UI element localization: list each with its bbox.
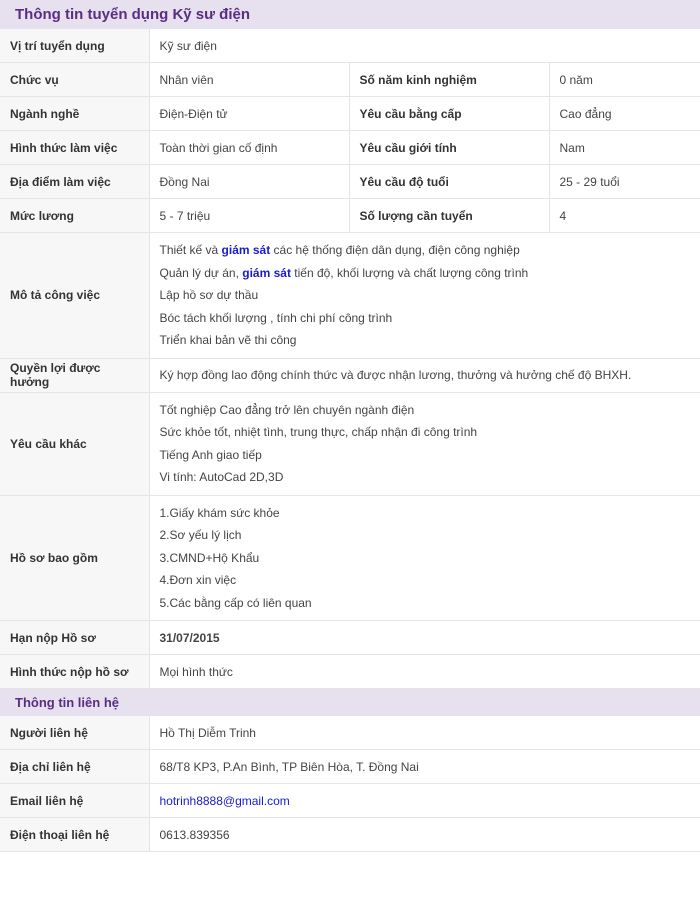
location-value: Đồng Nai <box>149 165 349 199</box>
position-label: Vị trí tuyển dụng <box>0 29 149 63</box>
table-row <box>0 233 700 359</box>
industry-value: Điện-Điện tử <box>149 97 349 131</box>
table-row <box>0 655 700 689</box>
requirement-line: Tốt nghiệp Cao đẳng trở lên chuyên ngành điện <box>159 402 415 417</box>
description-label: Mô tả công việc <box>0 233 149 359</box>
table-row <box>0 784 700 818</box>
table-row <box>0 97 700 131</box>
submit-method-label: Hình thức nộp hồ sơ <box>0 655 149 689</box>
industry-label: Ngành nghề <box>0 97 149 131</box>
table-row <box>0 358 700 392</box>
requirement-line: Vi tính: AutoCad 2D,3D <box>159 470 284 484</box>
keyword-highlight[interactable]: giám sát <box>242 265 291 280</box>
documents-label: Hồ sơ bao gồm <box>0 495 149 621</box>
document-line: 4.Đơn xin việc <box>159 573 237 587</box>
table-row <box>0 29 700 63</box>
position-value: Kỹ sư điện <box>149 29 700 63</box>
document-line: 5.Các bằng cấp có liên quan <box>159 595 312 610</box>
requirement-line: Sức khỏe tốt, nhiệt tình, trung thực, chấp nhận đi công trình <box>159 425 478 439</box>
requirement-line: Tiếng Anh giao tiếp <box>159 447 262 462</box>
table-row <box>0 199 700 233</box>
location-label: Địa điểm làm việc <box>0 165 149 199</box>
contact-email-label: Email liên hệ <box>0 784 149 818</box>
contact-address-value: 68/T8 KP3, P.An Bình, TP Biên Hòa, T. Đồng Nai <box>149 750 700 784</box>
gender-value: Nam <box>549 131 700 165</box>
description-line: Thiết kế và giám sát các hệ thống điện dân dụng, điện công nghiệp <box>159 243 520 257</box>
other-requirements-value <box>149 392 700 495</box>
description-line: Quản lý dự án, giám sát tiến độ, khối lượng và chất lượng công trình <box>159 265 529 280</box>
age-label: Yêu cầu độ tuổi <box>349 165 549 199</box>
contact-section-title: Thông tin liên hệ <box>0 689 700 716</box>
deadline-value: 31/07/2015 <box>149 621 700 655</box>
contact-phone-value: 0613.839356 <box>149 818 700 852</box>
document-line: 3.CMND+Hộ Khẩu <box>159 550 260 565</box>
documents-value <box>149 495 700 621</box>
worktype-label: Hình thức làm việc <box>0 131 149 165</box>
contact-email-link[interactable]: hotrinh8888@gmail.com <box>159 793 290 808</box>
keyword-highlight[interactable]: giám sát <box>221 243 271 257</box>
benefits-value: Ký hợp đồng lao động chính thức và được nhận lương, thưởng và hưởng chế độ BHXH. <box>149 358 700 392</box>
experience-label: Số năm kinh nghiệm <box>349 63 549 97</box>
gender-label: Yêu cầu giới tính <box>349 131 549 165</box>
submit-method-value: Mọi hình thức <box>149 655 700 689</box>
contact-phone-label: Điện thoại liên hệ <box>0 818 149 852</box>
description-value <box>149 233 700 359</box>
table-row <box>0 165 700 199</box>
table-row <box>0 818 700 852</box>
age-value: 25 - 29 tuổi <box>549 165 700 199</box>
degree-value: Cao đẳng <box>549 97 700 131</box>
description-line: Lập hồ sơ dự thầu <box>159 288 259 302</box>
salary-label: Mức lương <box>0 199 149 233</box>
table-row <box>0 131 700 165</box>
headcount-value: 4 <box>549 199 700 233</box>
contact-table <box>0 716 700 852</box>
table-row <box>0 392 700 495</box>
contact-address-label: Địa chỉ liên hệ <box>0 750 149 784</box>
contact-email-cell <box>149 784 700 818</box>
worktype-value: Toàn thời gian cố định <box>149 131 349 165</box>
description-line: Bóc tách khối lượng , tính chi phí công trình <box>159 310 393 325</box>
table-row <box>0 495 700 621</box>
other-requirements-label: Yêu cầu khác <box>0 392 149 495</box>
role-label: Chức vụ <box>0 63 149 97</box>
document-line: 1.Giấy khám sức khỏe <box>159 505 280 520</box>
experience-value: 0 năm <box>549 63 700 97</box>
job-details-table <box>0 29 700 689</box>
benefits-label: Quyền lợi được hưởng <box>0 358 149 392</box>
degree-label: Yêu cầu bằng cấp <box>349 97 549 131</box>
table-row <box>0 621 700 655</box>
role-value: Nhân viên <box>149 63 349 97</box>
contact-person-value: Hồ Thị Diễm Trinh <box>149 716 700 750</box>
headcount-label: Số lượng cần tuyển <box>349 199 549 233</box>
contact-person-label: Người liên hệ <box>0 716 149 750</box>
table-row <box>0 716 700 750</box>
description-line: Triển khai bản vẽ thi công <box>159 333 297 347</box>
page-title: Thông tin tuyển dụng Kỹ sư điện <box>0 0 700 29</box>
deadline-label: Hạn nộp Hồ sơ <box>0 621 149 655</box>
document-line: 2.Sơ yếu lý lịch <box>159 528 242 542</box>
table-row <box>0 750 700 784</box>
table-row <box>0 63 700 97</box>
salary-value: 5 - 7 triệu <box>149 199 349 233</box>
